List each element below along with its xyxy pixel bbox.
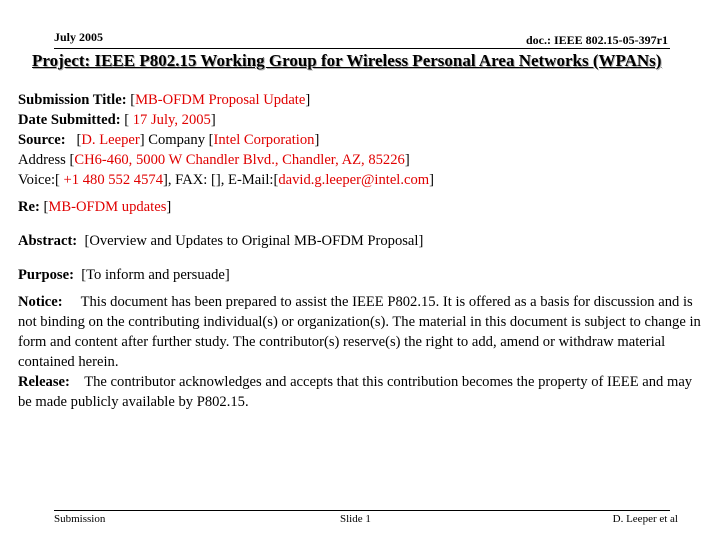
header-doc-id: doc.: IEEE 802.15-05-397r1 xyxy=(526,33,668,47)
abstract-value: [Overview and Updates to Original MB-OFDM Proposal] xyxy=(84,233,424,249)
re-line: Re: [MB-OFDM updates] xyxy=(18,199,172,215)
release-label: Release: xyxy=(18,374,70,390)
footer-divider xyxy=(54,510,670,511)
header-divider xyxy=(54,48,670,49)
source-line: Source: [D. Leeper] Company [Intel Corporation] xyxy=(18,132,320,148)
spacer xyxy=(18,190,708,197)
spacer xyxy=(18,251,708,265)
project-title: Project: IEEE P802.15 Working Group for Wireless Personal Area Networks (WPANs) xyxy=(32,51,662,70)
address-label: Address xyxy=(18,152,66,168)
source-label: Source: xyxy=(18,132,66,148)
submission-title-label: Submission Title: xyxy=(18,92,127,108)
date-submitted-label: Date Submitted: xyxy=(18,112,121,128)
notice-text: This document has been prepared to assist the IEEE P802.15. It is offered as a basis for discussion and is not binding on the contributing individual(s) or organization(s). The material in this document is subject to change in form and content after further study. The contributor(s) reserve(s) the right to add, amend or withdraw material contained herein. xyxy=(18,294,701,370)
header-date: July 2005 xyxy=(54,30,104,44)
re-label: Re: xyxy=(18,199,40,215)
spacer xyxy=(18,217,708,231)
submission-body xyxy=(18,90,708,412)
purpose-line xyxy=(18,265,708,285)
release-paragraph xyxy=(18,372,708,412)
date-submitted-value: 17 July, 2005 xyxy=(132,112,211,128)
purpose-label: Purpose: xyxy=(18,267,74,283)
footer-submission: Submission xyxy=(54,513,106,525)
footer-author: D. Leeper et al xyxy=(612,513,678,525)
date-submitted-line: Date Submitted: [ 17 July, 2005] xyxy=(18,112,216,128)
abstract-label: Abstract: xyxy=(18,233,78,249)
submission-title-line: Submission Title: [MB-OFDM Proposal Update] xyxy=(18,92,311,108)
company-label: Company xyxy=(148,132,205,148)
notice-label: Notice: xyxy=(18,294,63,310)
voice-value: +1 480 552 4574 xyxy=(63,172,163,188)
abstract-line xyxy=(18,231,708,251)
source-name: D. Leeper xyxy=(81,132,140,148)
release-text: The contributor acknowledges and accepts that this contribution becomes the property of IEEE and may be made publicly available by P802.15. xyxy=(18,374,693,410)
email-label: E-Mail: xyxy=(228,172,274,188)
address-value: CH6-460, 5000 W Chandler Blvd., Chandler, AZ, 85226 xyxy=(74,152,405,168)
contact-line: Voice:[ +1 480 552 4574], FAX: [], E-Mail:[david.g.leeper@intel.com] xyxy=(18,172,434,188)
spacer xyxy=(18,285,708,292)
notice-paragraph xyxy=(18,292,708,372)
voice-label: Voice: xyxy=(18,172,56,188)
submission-title-value: MB-OFDM Proposal Update xyxy=(135,92,306,108)
address-line: Address [CH6-460, 5000 W Chandler Blvd., Chandler, AZ, 85226] xyxy=(18,152,410,168)
re-value: MB-OFDM updates xyxy=(48,199,167,215)
fax-label: FAX: xyxy=(175,172,208,188)
footer-slide-number: Slide 1 xyxy=(340,513,371,525)
email-value: david.g.leeper@intel.com xyxy=(278,172,430,188)
company-name: Intel Corporation xyxy=(213,132,315,148)
purpose-value: [To inform and persuade] xyxy=(81,267,230,283)
